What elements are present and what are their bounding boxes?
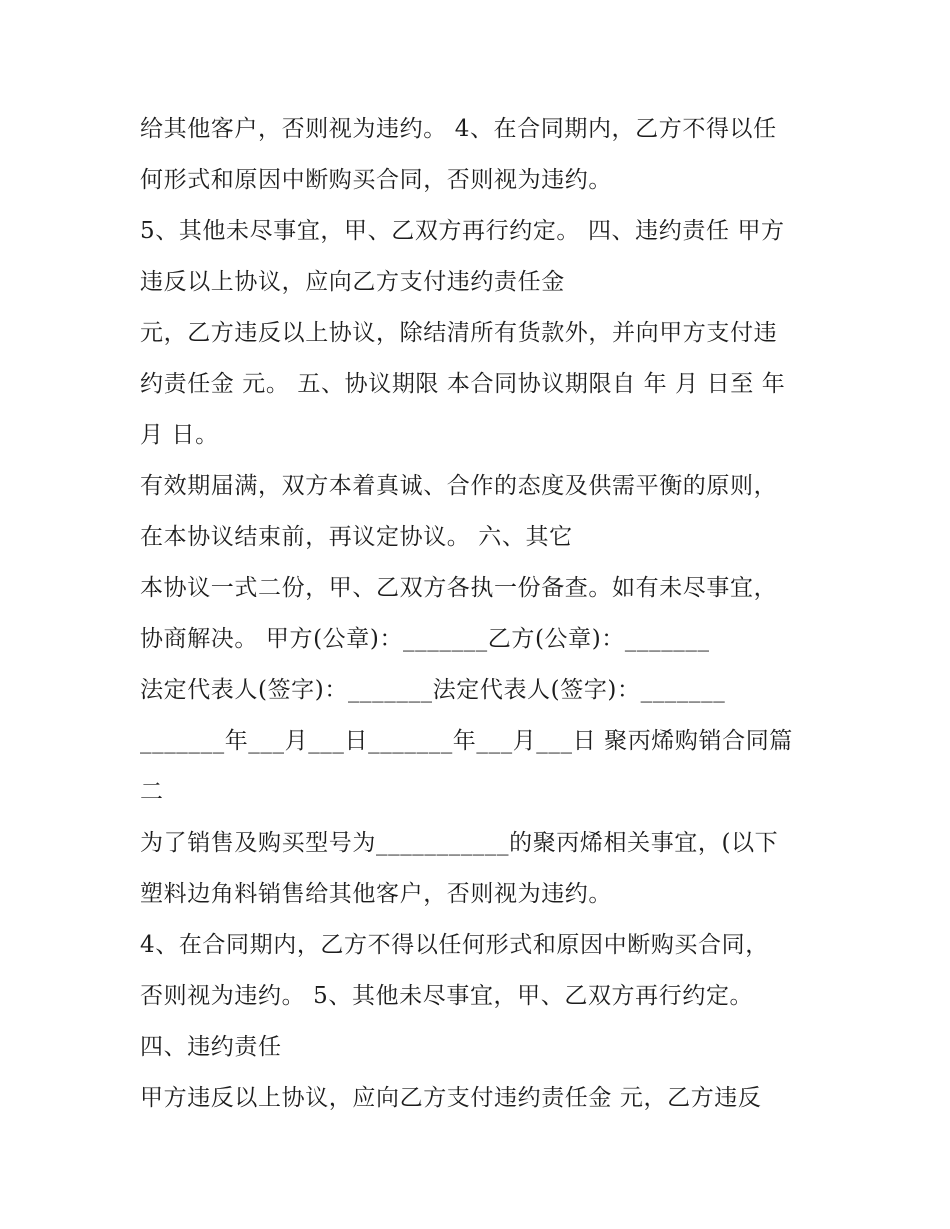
text-line-10: 本协议一式二份，甲、乙双方各执一份备查。如有未尽事宜， [140,575,778,601]
text-line-15: 为了销售及购买型号为___________的聚丙烯相关事宜，(以下 [140,830,779,856]
text-line-7: 月 日。 [140,422,219,448]
contract-text-block [140,104,820,1124]
text-line-3: 5、其他未尽事宜，甲、乙双方再行约定。 四、违约责任 甲方 [140,218,785,244]
text-line-4: 违反以上协议，应向乙方支付违约责任金 [140,269,565,295]
text-line-17: 4、在合同期内，乙方不得以任何形式和原因中断购买合同， [140,932,769,958]
text-line-5: 元，乙方违反以上协议，除结清所有货款外，并向甲方支付违 [140,320,778,346]
text-line-1: 给其他客户，否则视为违约。 4、在合同期内，乙方不得以任 [140,116,777,142]
text-line-13: _______年___月___日_______年___月___日 聚丙烯购销合同篇 [140,728,793,754]
text-line-16: 塑料边角料销售给其他客户，否则视为违约。 [140,881,612,907]
text-line-6: 约责任金 元。 五、协议期限 本合同协议期限自 年 月 日至 年 [140,371,786,397]
text-line-14: 二 [140,779,164,805]
text-line-20: 甲方违反以上协议，应向乙方支付违约责任金 元，乙方违反 [140,1085,762,1111]
text-line-9: 在本协议结束前，再议定协议。 六、其它 [140,524,573,550]
text-line-19: 四、违约责任 [140,1034,282,1060]
text-line-18: 否则视为违约。 5、其他未尽事宜，甲、乙双方再行约定。 [140,983,754,1009]
text-line-12: 法定代表人(签字)：_______法定代表人(签字)：_______ [140,677,726,703]
text-line-11: 协商解决。 甲方(公章)：_______乙方(公章)：_______ [140,626,710,652]
text-line-2: 何形式和原因中断购买合同，否则视为违约。 [140,167,612,193]
text-line-8: 有效期届满，双方本着真诚、合作的态度及供需平衡的原则， [140,473,778,499]
